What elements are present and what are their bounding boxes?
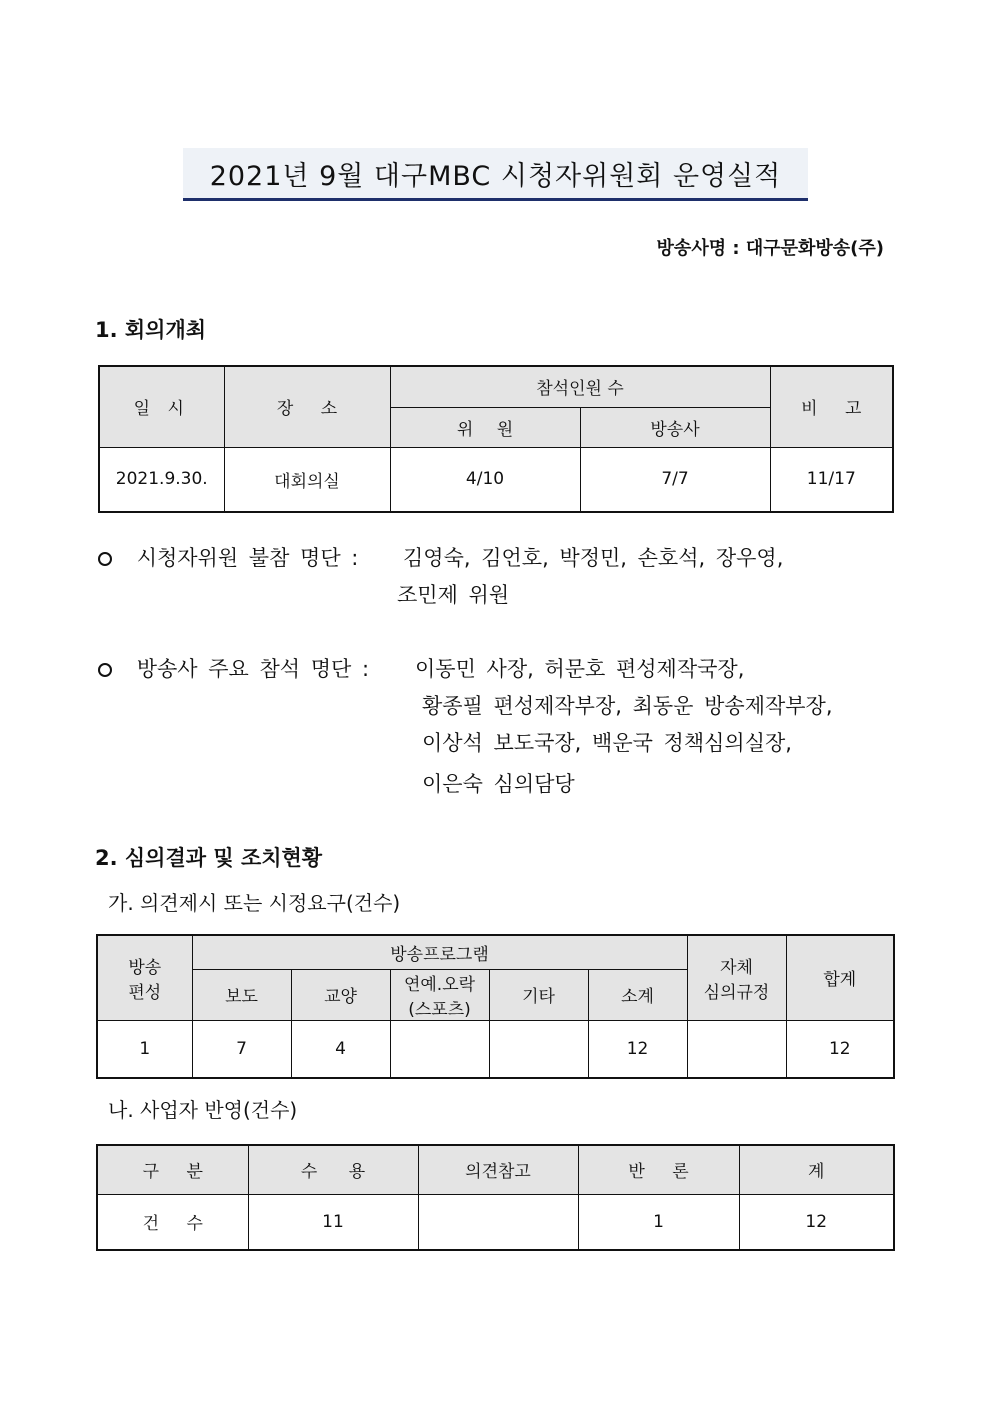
attendees-line-4: 이은숙 심의담당 — [422, 772, 575, 796]
cell-self-review — [687, 1020, 786, 1078]
header-broadcast-line1: 방송 — [128, 957, 162, 978]
header-subtotal: 소계 — [588, 969, 687, 1020]
broadcaster-name: 방송사명 : 대구문화방송(주) — [656, 238, 884, 259]
cell-category: 건 수 — [97, 1194, 248, 1250]
header-reference: 의견참고 — [418, 1145, 578, 1194]
bullet-icon — [98, 552, 112, 566]
header-attendance: 참석인원 수 — [390, 366, 770, 407]
review-table — [96, 934, 895, 1079]
absent-label: 시청자위원 불참 명단 : — [136, 546, 359, 570]
cell-broadcast: 1 — [97, 1020, 192, 1078]
header-accept: 수 용 — [248, 1145, 418, 1194]
absent-row — [98, 542, 358, 572]
sub-heading-b: 나. 사업자 반영(건수) — [108, 1098, 298, 1122]
absent-line-2: 조민제 위원 — [397, 583, 510, 607]
cell-total: 12 — [786, 1020, 894, 1078]
bullet-icon — [98, 663, 112, 677]
cell-station: 7/7 — [580, 447, 770, 512]
header-self-line1: 자체 — [720, 957, 753, 978]
header-news: 보도 — [192, 969, 291, 1020]
header-self-line2: 심의규정 — [703, 982, 770, 1003]
cell-news: 7 — [192, 1020, 291, 1078]
cell-total: 12 — [739, 1194, 894, 1250]
sub-heading-a: 가. 의견제시 또는 시정요구(건수) — [108, 891, 401, 915]
header-date: 일 시 — [99, 366, 224, 447]
header-broadcast-line2: 편성 — [128, 982, 162, 1003]
header-culture: 교양 — [291, 969, 390, 1020]
header-members: 위 원 — [390, 407, 580, 447]
reflection-table — [96, 1144, 895, 1251]
header-broadcast — [97, 935, 192, 1020]
header-category: 구 분 — [97, 1145, 248, 1194]
header-program: 방송프로그램 — [192, 935, 687, 969]
page-title — [183, 148, 808, 201]
cell-date: 2021.9.30. — [99, 447, 224, 512]
header-entertainment — [390, 969, 489, 1020]
cell-place: 대회의실 — [224, 447, 390, 512]
meeting-table — [98, 365, 894, 513]
attendees-line-3: 이상석 보도국장, 백운국 정책심의실장, — [422, 731, 792, 755]
cell-culture: 4 — [291, 1020, 390, 1078]
attendees-label: 방송사 주요 참석 명단 : — [136, 657, 370, 681]
absent-line-1: 김영숙, 김언호, 박정민, 손호석, 장우영, — [403, 546, 784, 570]
header-rebuttal: 반 론 — [578, 1145, 739, 1194]
cell-reference — [418, 1194, 578, 1250]
page-title-text: 2021년 9월 대구MBC 시청자위원회 운영실적 — [209, 160, 782, 192]
attendees-line-1: 이동민 사장, 허문호 편성제작국장, — [415, 657, 745, 681]
cell-subtotal: 12 — [588, 1020, 687, 1078]
header-other: 기타 — [489, 969, 588, 1020]
cell-accept: 11 — [248, 1194, 418, 1250]
attendees-line-2: 황종필 편성제작부장, 최동운 방송제작부장, — [422, 694, 833, 718]
cell-note: 11/17 — [770, 447, 893, 512]
cell-other — [489, 1020, 588, 1078]
header-total: 계 — [739, 1145, 894, 1194]
header-total: 합계 — [786, 935, 894, 1020]
header-place: 장 소 — [224, 366, 390, 447]
section-1-heading: 1. 회의개최 — [95, 318, 207, 342]
header-station: 방송사 — [580, 407, 770, 447]
cell-members: 4/10 — [390, 447, 580, 512]
section-2-heading: 2. 심의결과 및 조치현황 — [95, 846, 323, 870]
cell-entertainment — [390, 1020, 489, 1078]
header-self-review — [687, 935, 786, 1020]
header-ent-line2: (스포츠) — [408, 999, 471, 1020]
header-ent-line1: 연예.오락 — [403, 974, 476, 995]
header-note: 비 고 — [770, 366, 893, 447]
cell-rebuttal: 1 — [578, 1194, 739, 1250]
attendees-row — [98, 653, 369, 683]
